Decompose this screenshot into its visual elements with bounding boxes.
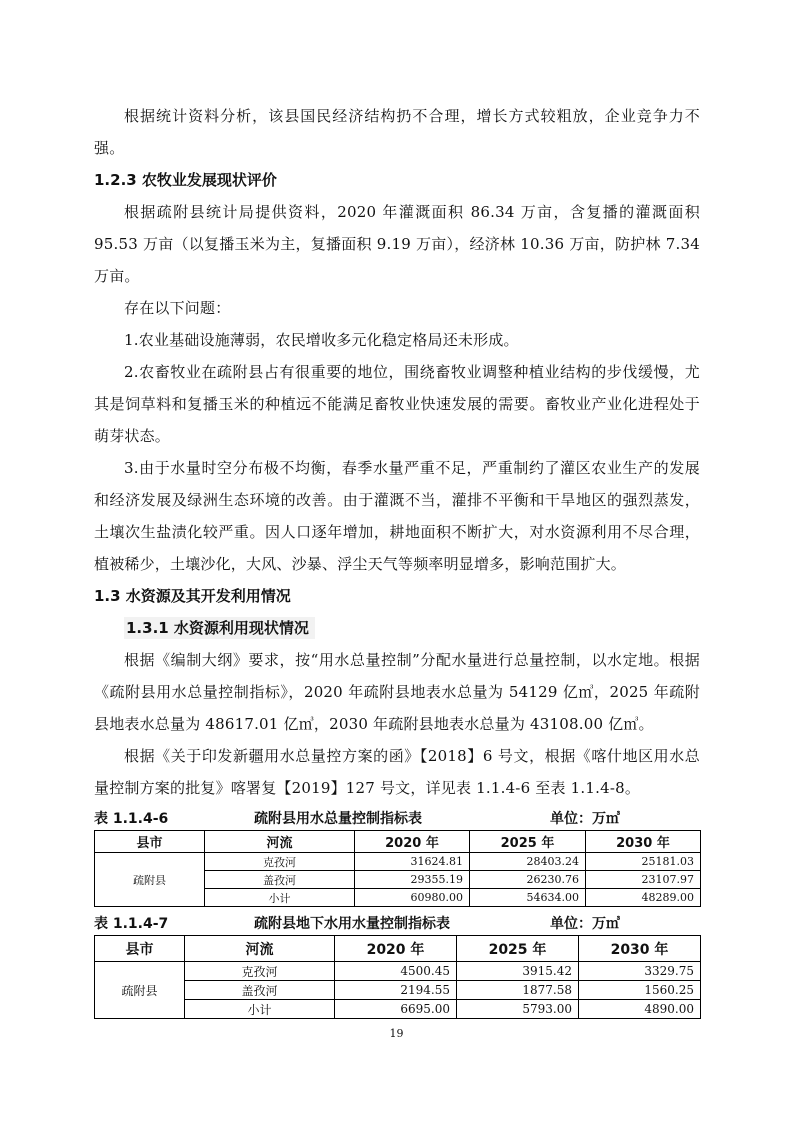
table2-title: 疏附县地下水用水量控制指标表 <box>254 916 450 932</box>
table-row <box>95 853 701 871</box>
value-2025: 1877.58 <box>457 981 579 1000</box>
value-2030: 23107.97 <box>586 871 701 889</box>
header-river: 河流 <box>185 936 335 962</box>
header-2020: 2020 年 <box>335 936 457 962</box>
river-cell: 盖孜河 <box>205 871 355 889</box>
river-cell: 小计 <box>185 1000 335 1019</box>
table2-unit: 单位：万㎥ <box>550 916 620 932</box>
heading-1-2-3: 1.2.3 农牧业发展现状评价 <box>94 171 277 189</box>
table2-number: 表 1.1.4-7 <box>94 916 169 932</box>
river-cell: 盖孜河 <box>185 981 335 1000</box>
river-cell: 克孜河 <box>205 853 355 871</box>
table2-groundwater <box>94 935 701 1019</box>
value-2030: 1560.25 <box>579 981 701 1000</box>
paragraph-problem-2: 2.农畜牧业在疏附县占有很重要的地位，围绕畜牧业调整种植业结构的步伐缓慢，尤其是饲草料和复播玉米的种植远不能满足畜牧业快速发展的需要。畜牧业产业化进程处于萌芽状态。 <box>94 363 700 445</box>
header-2020: 2020 年 <box>355 831 470 853</box>
value-2020: 6695.00 <box>335 1000 457 1019</box>
river-cell: 小计 <box>205 889 355 907</box>
value-2020: 60980.00 <box>355 889 470 907</box>
paragraph-problem-3: 3.由于水量时空分布极不均衡，春季水量严重不足，严重制约了灌区农业生产的发展和经济发展及绿洲生态环境的改善。由于灌溉不当，灌排不平衡和干旱地区的强烈蒸发，土壤次生盐渍化较严重。因人口逐年增加，耕地面积不断扩大，对水资源利用不尽合理，植被稀少，土壤沙化，大风、沙暴、浮尘天气等频率明显增多，影响范围扩大。 <box>94 459 700 573</box>
county-cell: 疏附县 <box>95 853 205 907</box>
header-2030: 2030 年 <box>586 831 701 853</box>
paragraph-problem-1: 1.农业基础设施薄弱，农民增收多元化稳定格局还未形成。 <box>124 331 519 349</box>
value-2025: 54634.00 <box>470 889 586 907</box>
header-2025: 2025 年 <box>457 936 579 962</box>
value-2030: 4890.00 <box>579 1000 701 1019</box>
header-river: 河流 <box>205 831 355 853</box>
table1-caption <box>94 808 700 830</box>
river-cell: 克孜河 <box>185 962 335 981</box>
table-header-row <box>95 831 701 853</box>
table-row <box>95 962 701 981</box>
value-2030: 25181.03 <box>586 853 701 871</box>
value-2025: 28403.24 <box>470 853 586 871</box>
header-2025: 2025 年 <box>470 831 586 853</box>
value-2020: 2194.55 <box>335 981 457 1000</box>
page-number: 19 <box>389 1027 404 1040</box>
table-row <box>95 981 701 1000</box>
document-page <box>94 100 700 1019</box>
value-2020: 29355.19 <box>355 871 470 889</box>
header-2030: 2030 年 <box>579 936 701 962</box>
table-header-row <box>95 936 701 962</box>
value-2020: 4500.45 <box>335 962 457 981</box>
table1-number: 表 1.1.4-6 <box>94 811 169 827</box>
heading-1-3: 1.3 水资源及其开发利用情况 <box>94 587 291 605</box>
table1-unit: 单位：万㎥ <box>550 811 620 827</box>
table2-caption <box>94 913 700 935</box>
header-county: 县市 <box>95 831 205 853</box>
paragraph-problems-intro: 存在以下问题： <box>124 299 231 317</box>
value-2030: 48289.00 <box>586 889 701 907</box>
value-2025: 5793.00 <box>457 1000 579 1019</box>
value-2025: 3915.42 <box>457 962 579 981</box>
county-cell: 疏附县 <box>95 962 185 1019</box>
value-2030: 3329.75 <box>579 962 701 981</box>
table-row-subtotal <box>95 1000 701 1019</box>
table1-title: 疏附县用水总量控制指标表 <box>254 811 422 827</box>
heading-1-3-1: 1.3.1 水资源利用现状情况 <box>124 617 315 639</box>
value-2020: 31624.81 <box>355 853 470 871</box>
heading-1-3-1-wrapper <box>94 612 700 644</box>
value-2025: 26230.76 <box>470 871 586 889</box>
table1-water-total <box>94 830 701 907</box>
header-county: 县市 <box>95 936 185 962</box>
paragraph-references: 根据《关于印发新疆用水总量控方案的函》【2018】6 号文，根据《喀什地区用水总量控制方案的批复》喀署复【2019】127 号文，详见表 1.1.4-6 至表 1.1.4-8。 <box>94 747 700 797</box>
paragraph-economy: 根据统计资料分析，该县国民经济结构扔不合理，增长方式较粗放，企业竞争力不强。 <box>94 107 700 157</box>
paragraph-water-total: 根据《编制大纲》要求，按“用水总量控制”分配水量进行总量控制，以水定地。根据《疏附县用水总量控制指标》，2020 年疏附县地表水总量为 54129 亿㎥，2025 年疏附县地表水总量为 48617.01 亿㎥，2030 年疏附县地表水总量为 43108.00 亿㎥。 <box>94 651 700 733</box>
paragraph-irrigation: 根据疏附县统计局提供资料，2020 年灌溉面积 86.34 万亩，含复播的灌溉面积 95.53 万亩（以复播玉米为主，复播面积 9.19 万亩），经济林 10.36 万亩，防护林 7.34 万亩。 <box>94 203 700 285</box>
